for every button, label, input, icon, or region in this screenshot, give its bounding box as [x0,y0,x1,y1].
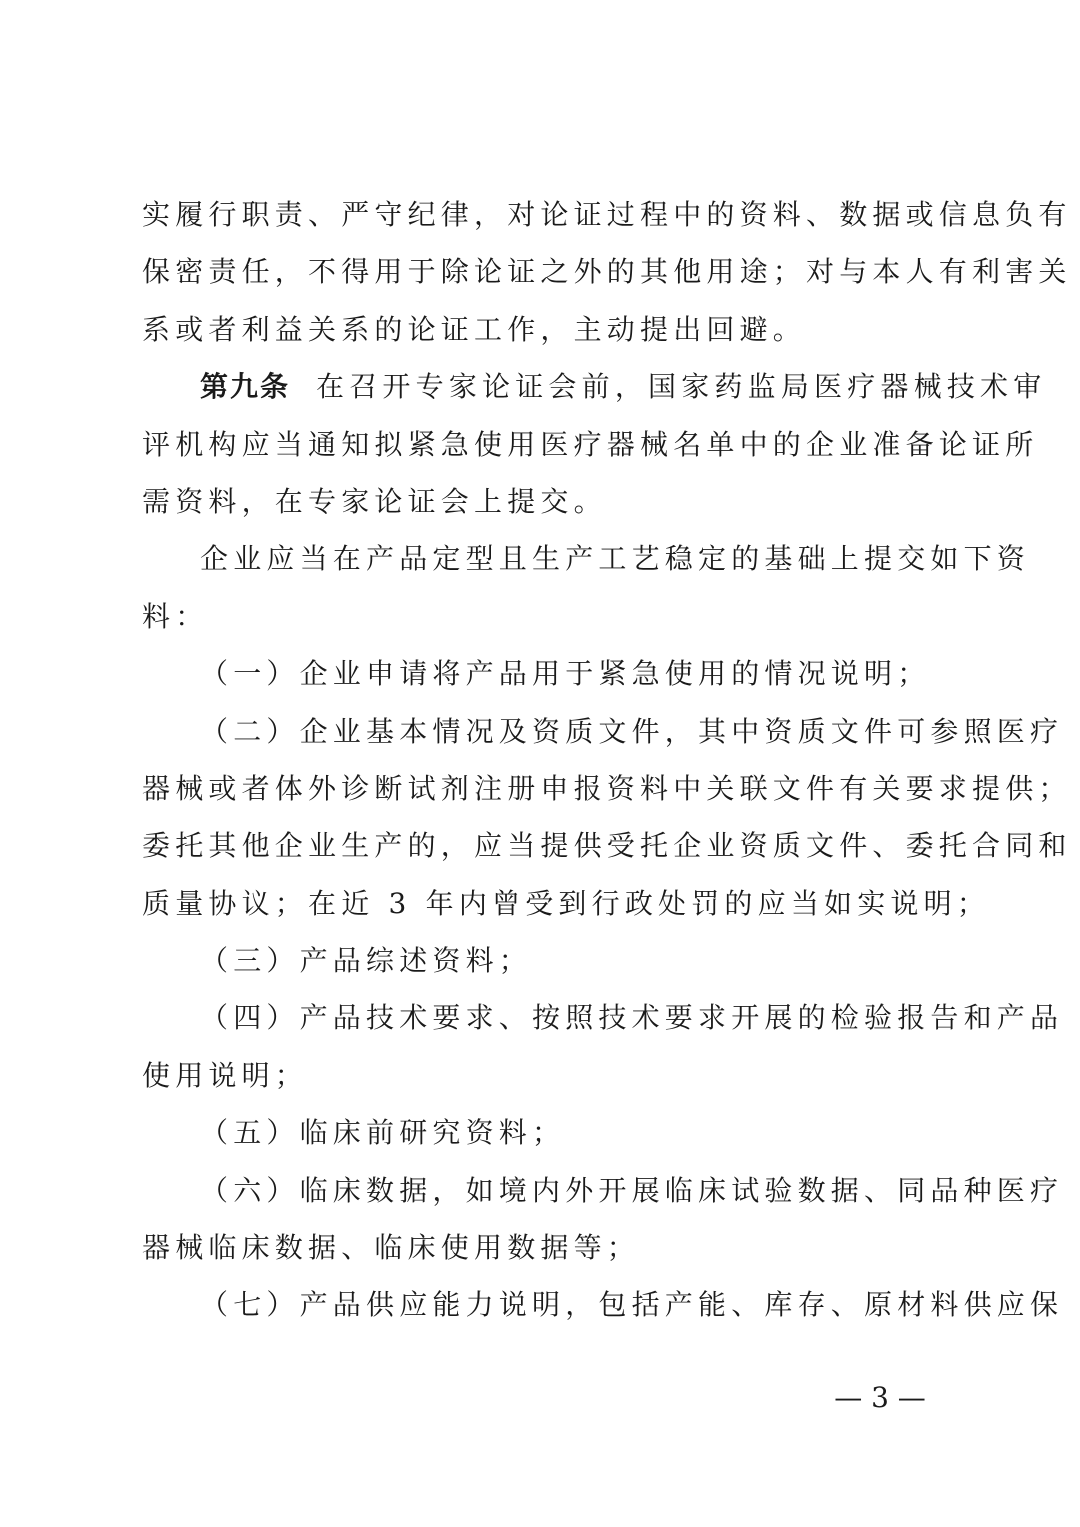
text-line: 实履行职责、严守纪律，对论证过程中的资料、数据或信息负有 [142,198,1072,231]
text-line: 质量协议；在近 3 年内曾受到行政处罚的应当如实说明； [142,886,991,920]
list-item-3: （三）产品综述资料； [200,944,533,978]
list-item-5: （五）临床前研究资料； [200,1116,566,1150]
text-line: 在召开专家论证会前，国家药监局医疗器械技术审 [316,370,1047,404]
article-label: 第九条 [200,370,291,404]
page-number: — 3 — [834,1381,926,1414]
list-item-6: （六）临床数据，如境内外开展临床试验数据、同品种医疗 [200,1173,1064,1207]
text-line: 评机构应当通知拟紧急使用医疗器械名单中的企业准备论证所 [142,427,1039,461]
text-line: 系或者利益关系的论证工作，主动提出回避。 [142,312,807,346]
text-line: 使用说明； [142,1058,309,1092]
text-line: 料： [142,599,209,633]
text-line: 企业应当在产品定型且生产工艺稳定的基础上提交如下资 [200,542,1031,576]
article-nine-first-line [142,358,1047,415]
list-item-2: （二）企业基本情况及资质文件，其中资质文件可参照医疗 [200,714,1064,748]
text-line: 器械或者体外诊断试剂注册申报资料中关联文件有关要求提供； [142,771,1072,805]
document-body [142,186,1072,1334]
text-line: 保密责任，不得用于除论证之外的其他用途；对与本人有利害关 [142,255,1072,289]
list-item-4: （四）产品技术要求、按照技术要求开展的检验报告和产品 [200,1001,1064,1035]
list-item-1: （一）企业申请将产品用于紧急使用的情况说明； [200,657,931,691]
list-item-7: （七）产品供应能力说明，包括产能、库存、原材料供应保 [200,1288,1064,1322]
text-line: 委托其他企业生产的，应当提供受托企业资质文件、委托合同和 [142,829,1072,863]
text-line: 需资料，在专家论证会上提交。 [142,484,607,518]
text-line: 器械临床数据、临床使用数据等； [142,1231,641,1265]
